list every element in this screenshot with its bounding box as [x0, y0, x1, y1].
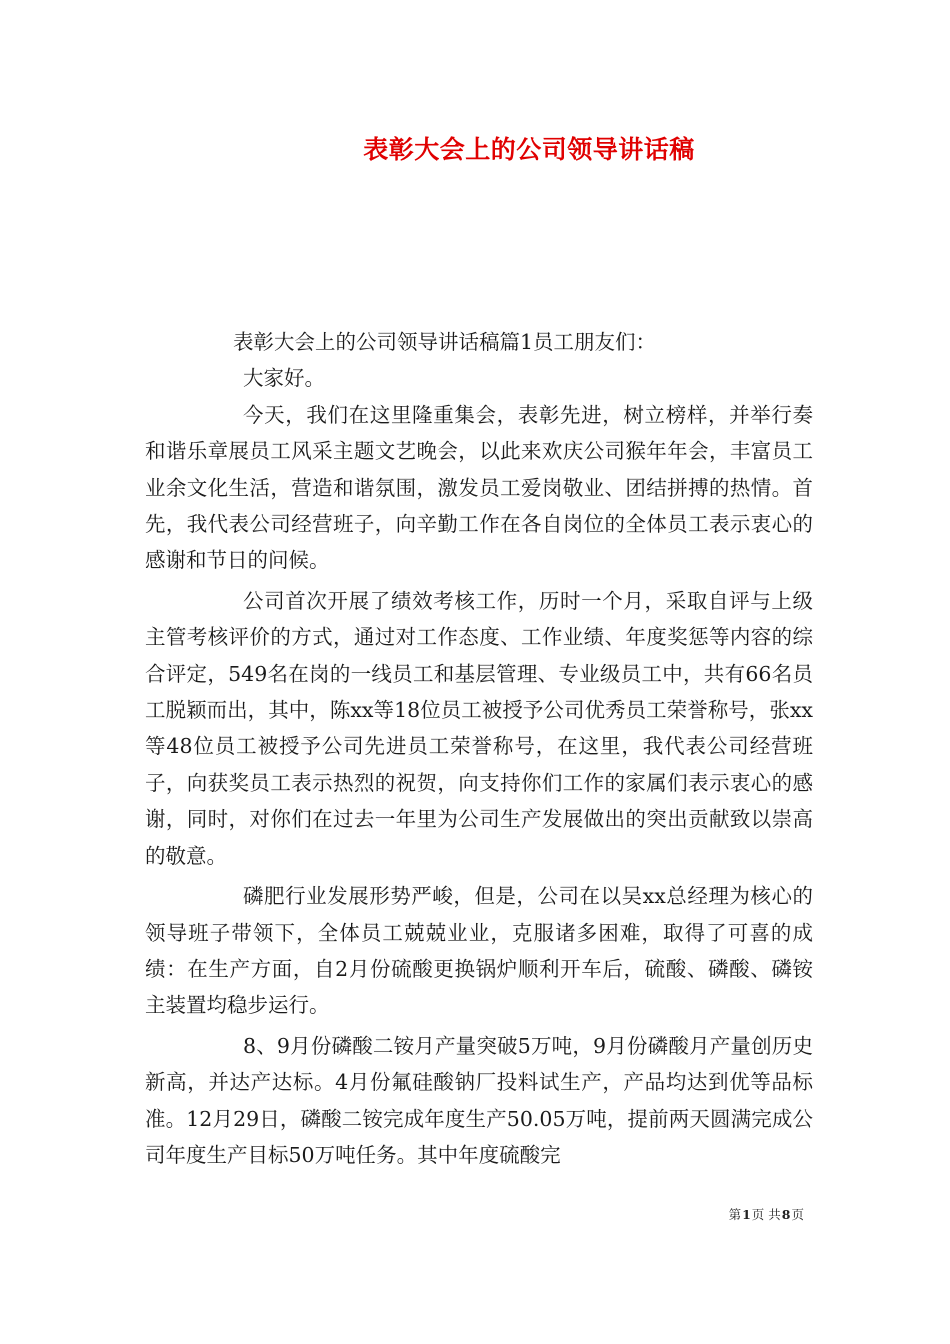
- document-title: 表彰大会上的公司领导讲话稿: [363, 135, 695, 164]
- paragraph-performance-review: 公司首次开展了绩效考核工作，历时一个月，采取自评与上级主管考核评价的方式，通过对工作态度、工作业绩、年度奖惩等内容的综合评定，549名在岗的一线员工和基层管理、专业级员工中，共有66名员工脱颖而出，其中，陈xx等18位员工被授予公司优秀员工荣誉称号，张xx等48位员工被授予公司先进员工荣誉称号，在这里，我代表公司经营班子，向获奖员工表示热烈的祝贺，向支持你们工作的家属们表示衷心的感谢，同时，对你们在过去一年里为公司生产发展做出的突出贡献致以崇高的敬意。: [145, 588, 813, 868]
- paragraph-greeting: 大家好。: [243, 366, 325, 391]
- page-footer: [729, 1205, 804, 1223]
- footer-total-pages: 8: [781, 1207, 791, 1222]
- paragraph-intro-heading: 表彰大会上的公司领导讲话稿篇1员工朋友们：: [233, 330, 657, 354]
- paragraph-production-results: 8、9月份磷酸二铵月产量突破5万吨，9月份磷酸月产量创历史新高，并达产达标。4月份氟硅酸钠厂投料试生产，产品均达到优等品标准。12月29日，磷酸二铵完成年度生产50.05万吨，提前两天圆满完成公司年度生产目标50万吨任务。其中年度硫酸完: [145, 1033, 813, 1167]
- paragraph-opening: 今天，我们在这里隆重集会，表彰先进，树立榜样，并举行奏和谐乐章展员工风采主题文艺晚会，以此来欢庆公司猴年年会，丰富员工业余文化生活，营造和谐氛围，激发员工爱岗敬业、团结拼搏的热情。首先，我代表公司经营班子，向辛勤工作在各自岗位的全体员工表示衷心的感谢和节日的问候。: [145, 402, 813, 573]
- footer-middle: 页 共: [751, 1207, 781, 1222]
- document-body: [145, 324, 813, 1173]
- footer-current-page: 1: [742, 1207, 751, 1222]
- footer-prefix: 第: [728, 1207, 742, 1222]
- paragraph-industry-situation: 磷肥行业发展形势严峻，但是，公司在以吴xx总经理为核心的领导班子带领下，全体员工兢兢业业，克服诸多困难，取得了可喜的成绩：在生产方面，自2月份硫酸更换锅炉顺利开车后，硫酸、磷酸、磷铵主装置均稳步运行。: [145, 884, 813, 1018]
- footer-suffix: 页: [791, 1207, 804, 1222]
